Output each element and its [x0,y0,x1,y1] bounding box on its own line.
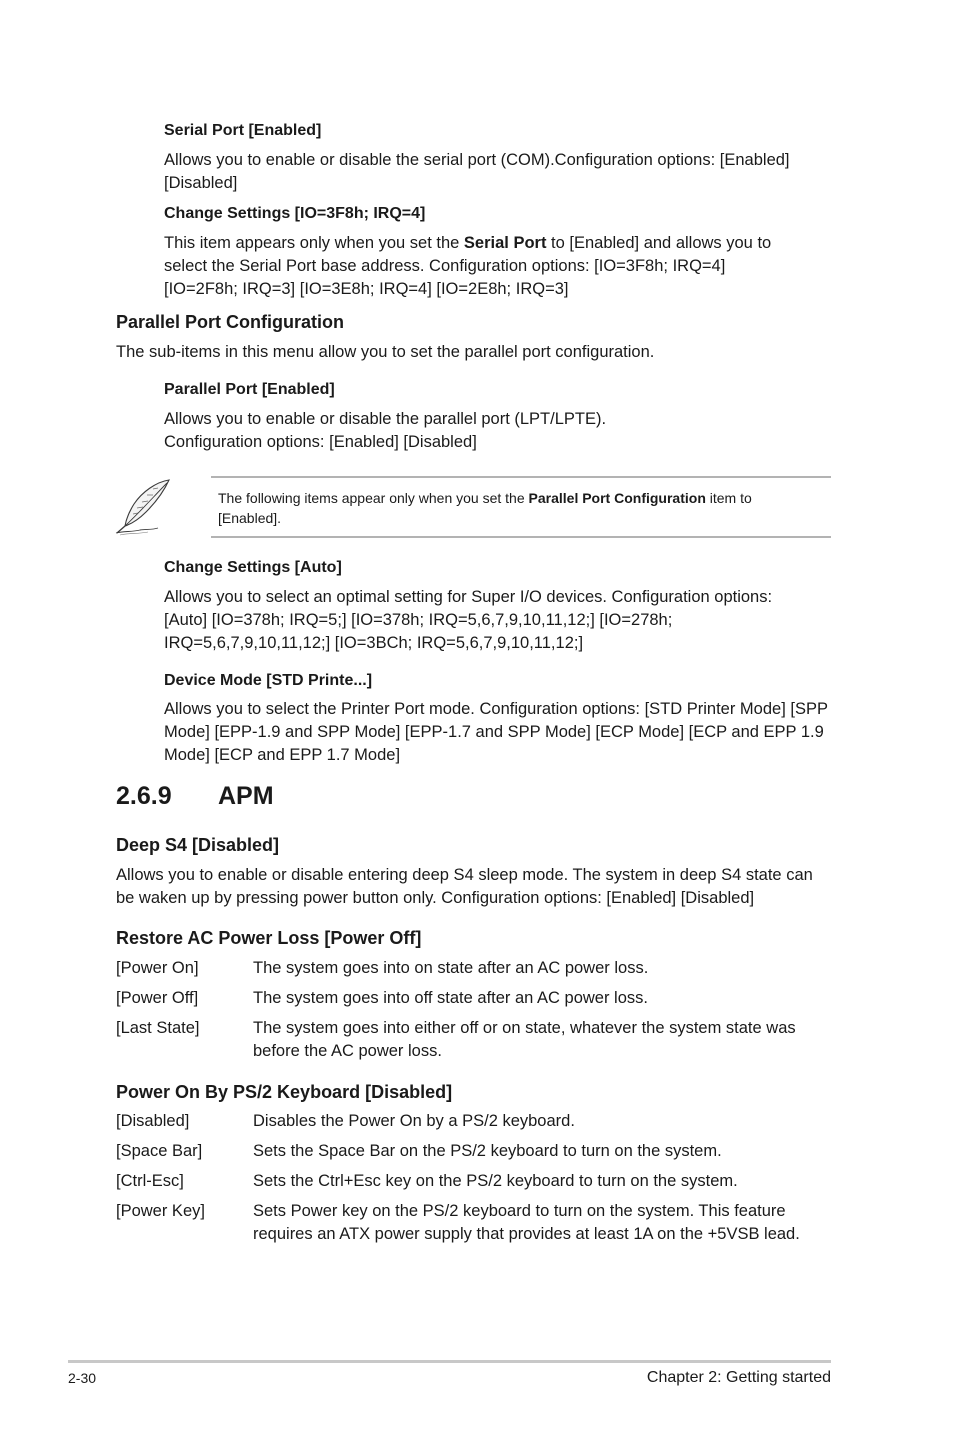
note-bottom-rule [211,536,831,538]
ps2-option-key: [Power Key] [116,1202,205,1220]
parallel-port-description-line1: Allows you to enable or disable the parallel port (LPT/LPTE). [164,410,607,428]
ps2-keyboard-heading: Power On By PS/2 Keyboard [Disabled] [116,1082,453,1102]
restore-ac-option-desc: The system goes into off state after an AC power loss. [253,989,648,1007]
device-mode-heading: Device Mode [STD Printe...] [164,672,373,689]
serial-port-description: Allows you to enable or disable the serial port (COM).Configuration options: [Enabled] [Disabled] [164,151,790,192]
restore-ac-option-key: [Power On] [116,959,199,977]
page-number: 2-30 [68,1370,97,1386]
ps2-option-desc: Sets the Ctrl+Esc key on the PS/2 keyboard to turn on the system. [253,1172,738,1190]
parallel-port-description-line2: Configuration options: [Enabled] [Disabled] [164,433,477,451]
restore-ac-option-key: [Power Off] [116,989,199,1007]
parallel-port-heading: Parallel Port [Enabled] [164,381,335,398]
parallel-port-config-heading: Parallel Port Configuration [116,312,345,332]
deep-s4-heading: Deep S4 [Disabled] [116,835,280,855]
change-settings-auto-heading: Change Settings [Auto] [164,559,342,576]
restore-ac-option-desc: The system goes into on state after an AC power loss. [253,959,649,977]
section-number: 2.6.9 [116,782,172,810]
ps2-option-desc: Sets the Space Bar on the PS/2 keyboard to turn on the system. [253,1142,722,1160]
ps2-option-key: [Ctrl-Esc] [116,1172,184,1190]
chapter-title: Chapter 2: Getting started [646,1369,831,1386]
ps2-option-desc: Disables the Power On by a PS/2 keyboard. [253,1112,575,1130]
change-settings-auto-description: Allows you to select an optimal setting for Super I/O devices. Configuration options: [Auto] [IO=378h; IRQ=5;] [IO=378h; IRQ=5,6,7,9,10,11,12;] [IO=278h; IRQ=5,6,7,9,10,11,12;] [IO=3BCh; IRQ=5,6,7,9,10,11,12;] [164,588,773,652]
ps2-option-key: [Disabled] [116,1112,190,1130]
device-mode-description: Allows you to select the Printer Port mode. Configuration options: [STD Printer Mode] [SPP Mode] [EPP-1.9 and SPP Mode] [EPP-1.7 and SPP Mode] [ECP Mode] [ECP and EPP 1.9 Mode] [ECP and EPP 1.7 Mode] [164,700,828,764]
restore-ac-option-key: [Last State] [116,1019,200,1037]
restore-ac-heading: Restore AC Power Loss [Power Off] [116,928,422,948]
feather-pen-icon [112,476,174,536]
footer-rule [68,1360,831,1363]
note-top-rule [211,476,831,478]
ps2-option-key: [Space Bar] [116,1142,203,1160]
note-text: The following items appear only when you set the Parallel Port Configuration item to [Enabled]. [218,490,752,526]
serial-port-heading: Serial Port [Enabled] [164,122,322,139]
change-settings-serial-heading: Change Settings [IO=3F8h; IRQ=4] [164,205,426,222]
deep-s4-description: Allows you to enable or disable entering deep S4 sleep mode. The system in deep S4 state can be waken up by pressing power button only. Configuration options: [Enabled] [Disabled] [116,866,813,907]
change-settings-serial-description: This item appears only when you set the Serial Port to [Enabled] and allows you to select the Serial Port base address. Configuration options: [IO=3F8h; IRQ=4] [IO=2F8h; IRQ=3] [IO=3E8h; IRQ=4] [IO=2E8h; IRQ=3] [164,234,772,298]
parallel-port-config-description: The sub-items in this menu allow you to set the parallel port configuration. [116,343,655,361]
section-title: APM [218,782,274,810]
ps2-option-desc: Sets Power key on the PS/2 keyboard to turn on the system. This feature requires an ATX power supply that provides at least 1A on the +5VSB lead. [253,1202,800,1243]
restore-ac-option-desc: The system goes into either off or on state, whatever the system state was before the AC power loss. [253,1019,796,1060]
